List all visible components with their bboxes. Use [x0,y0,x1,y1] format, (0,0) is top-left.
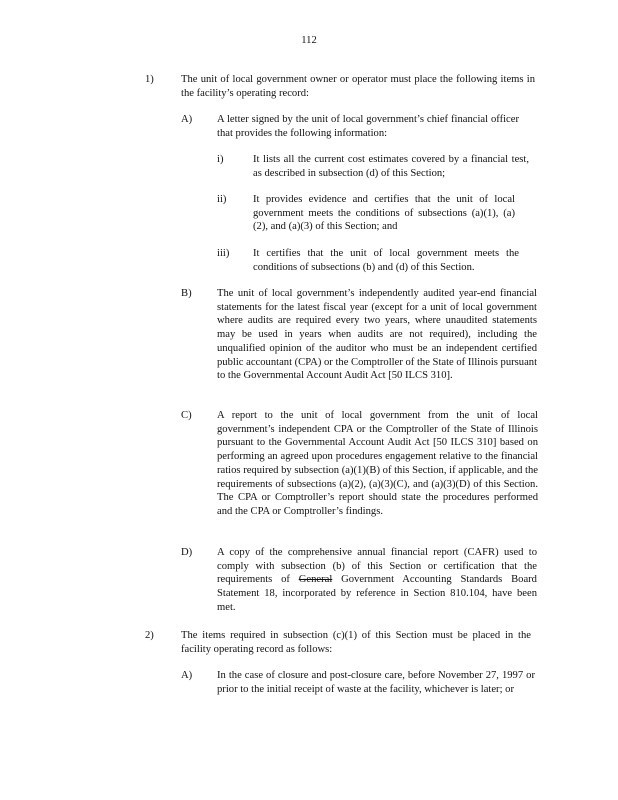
subitem-label: C) [181,410,192,421]
struck-text: General [298,574,333,586]
item-label: 1) [145,74,154,85]
page-number: 112 [301,35,317,46]
clause-label: i) [217,154,224,165]
subitem-text-after: Government Accounting Standards Board Statement 18, incorporated by reference in Section 810.104, have been met. [217,574,537,613]
subitem-text: In the case of closure and post-closure care, before November 27, 1997 or prior to the initial receipt of waste at the facility, whichever is later; or [217,670,535,695]
subitem-label: A) [181,670,193,681]
subitem-text [217,546,537,615]
clause-label: iii) [217,248,230,259]
clause-label: ii) [217,194,227,205]
item-label: 2) [145,630,154,641]
clause-text: It provides evidence and certifies that the unit of local government meets the conditions of subsections (a)(1), (a)(2), and (a)(3) of this Section; and [253,194,515,233]
subitem-text: A report to the unit of local government from the unit of local government’s independent CPA or the Comptroller of the State of Illinois pursuant to the Governmental Account Audit Act [50 ILCS 310] based on performing an agreed upon procedures engagement relative to the financial ratios required by subsection (a)(1)(B) of this Section, if applicable, and the requirements of subsections (a)(2), (a)(3)(C), and (a)(3)(D) of this Section. The CPA or Comptroller’s report should state the procedures performed and the CPA or Comptroller’s findings. [217,410,538,517]
item-text: The items required in subsection (c)(1) of this Section must be placed in the facility operating record as follows: [181,630,531,655]
subitem-text-before: A copy of the comprehensive annual financial report (CAFR) used to comply with subsection (b) of this Section or certification that the requirements of [217,547,537,586]
clause-text: It certifies that the unit of local government meets the conditions of subsections (b) and (d) of this Section. [253,248,519,273]
subitem-text: The unit of local government’s independently audited year-end financial statements for the latest fiscal year (except for a unit of local government where audits are required every two years, where unaudited statements may be used in years when audits are not required), including the unqualified opinion of the auditor who must be an independent certified public accountant (CPA) or the Comptroller of the State of Illinois pursuant to the Governmental Account Audit Act [50 ILCS 310]. [217,288,538,382]
item-text: The unit of local government owner or operator must place the following items in the facility’s operating record: [181,74,535,99]
subitem-label: A) [181,114,193,125]
subitem-text: A letter signed by the unit of local government’s chief financial officer that provides the following information: [217,114,519,139]
subitem-label: D) [181,547,193,558]
subitem-label: B) [181,288,192,299]
clause-text: It lists all the current cost estimates covered by a financial test, as described in subsection (d) of this Section; [253,154,529,179]
